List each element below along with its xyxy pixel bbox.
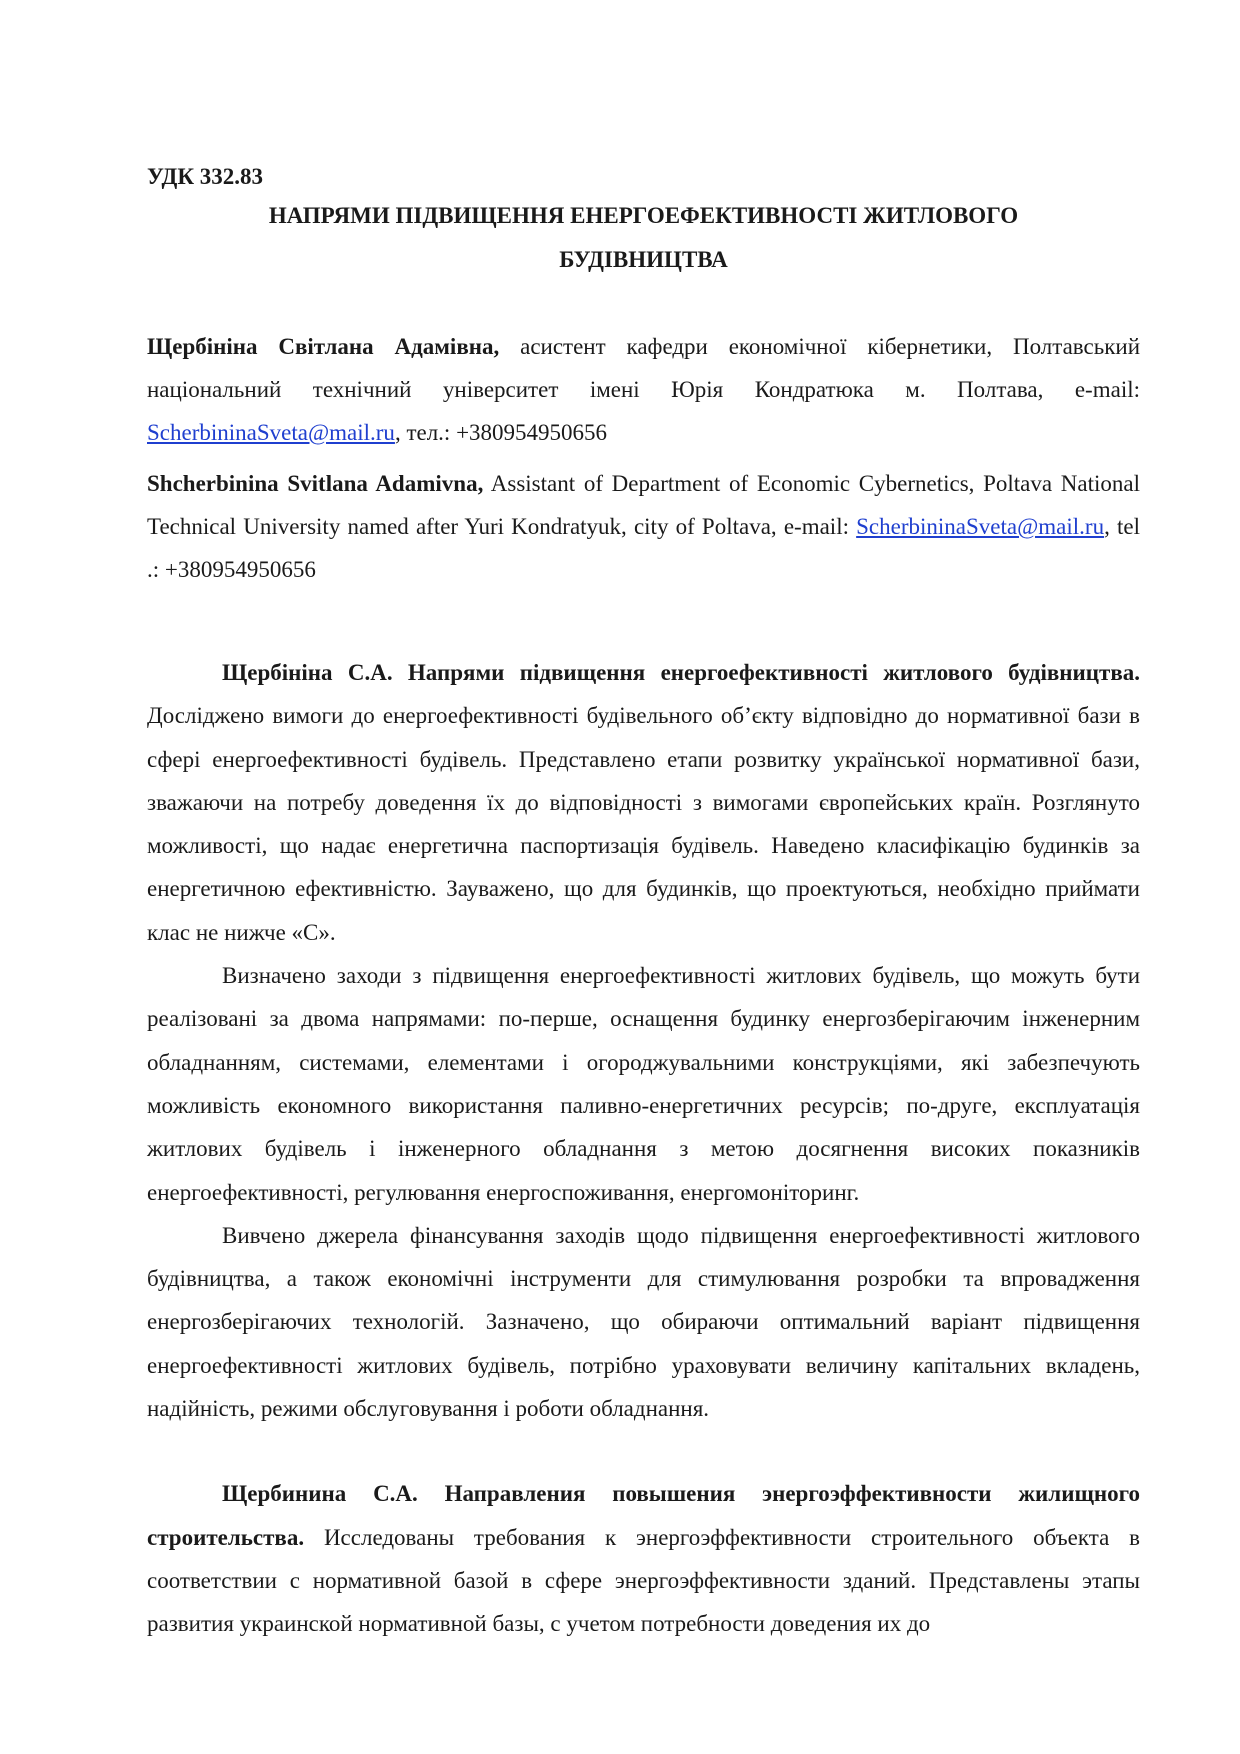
title-line-2: БУДІВНИЦТВА [559,247,728,272]
author-name-ua: Щербініна Світлана Адамівна, [147,334,500,359]
email-link-ua[interactable]: ScherbininaSveta@mail.ru [147,420,395,445]
author-details-ua: асистент кафедри економічної кібернетики, Полтавський національний технічний університет імені Юрія Кондратюка м. Полтава, e-mail: [147,334,1140,402]
abstract-ua-text-1: Досліджено вимоги до енергоефективності будівельного об’єкту відповідно до нормативної бази в сфері енергоефективності будівель. Представлено етапи розвитку української нормативної бази, зважаючи на потребу доведення їх до відповідності з вимогами європейських країн. Розглянуто можливості, що надає енергетична паспортизація будівель. Наведено класифікацію будинків за енергетичною ефективністю. Зауважено, що для будинків, що проектуються, необхідно приймати клас не нижче «С». [147,703,1140,945]
abstract-ua-paragraph-2: Визначено заходи з підвищення енергоефективності житлових будівель, що можуть бути реалізовані за двома напрямами: по-перше, оснащення будинку енергозберігаючим інженерним обладнанням, системами, елементами і огороджувальними конструкціями, які забезпечують можливість економного використання паливно-енергетичних ресурсів; по-друге, експлуатація житлових будівель і інженерного обладнання з метою досягнення високих показників енергоефективності, регулювання енергоспоживання, енергомоніторинг. [147,963,1140,1205]
author-info-ua [147,325,1140,454]
abstract-ua-paragraph-1 [147,651,1140,954]
author-name-en: Shcherbinina Svitlana Adamivna, [147,471,484,496]
author-phone-ua: , тел.: +380954950656 [394,420,608,445]
author-info-en [147,462,1140,591]
abstract-ua-lead: Щербініна С.А. Напрями підвищення енергоефективності житлового будівництва. [222,660,1140,685]
author-phone-en: , tel .: +380954950656 [147,514,1140,582]
abstract-ru-text-1: Исследованы требования к энергоэффективности строительного объекта в соответствии с нормативной базой в сфере энергоэффективности зданий. Представлены этапы развития украинской нормативной базы, с учетом потребности доведения их до [147,1524,1140,1637]
abstract-ru-paragraph-1 [147,1472,1140,1645]
abstract-ua-paragraph-3: Вивчено джерела фінансування заходів щодо підвищення енергоефективності житлового будівництва, а також економічні інструменти для стимулювання розробки та впровадження енергозберігаючих технологій. Зазначено, що обираючи оптимальний варіант підвищення енергоефективності житлових будівель, потрібно ураховувати величину капітальних вкладень, надійність, режими обслуговування і роботи обладнання. [147,1222,1140,1422]
udk-code: УДК 332.83 [147,164,264,189]
author-details-en: Assistant of Department of Economic Cybernetics, Poltava National Technical University named after Yuri Kondratyuk, city of Poltava, e-mail: [147,471,1140,539]
document-content [147,160,1140,1646]
title-line-1: НАПРЯМИ ПІДВИЩЕННЯ ЕНЕРГОЕФЕКТИВНОСТІ ЖИТЛОВОГО [268,203,1019,228]
email-link-en[interactable]: ScherbininaSveta@mail.ru [856,514,1105,539]
abstract-ru-lead: Щербинина С.А. Направления повышения энергоэффективности жилищного строительства. [147,1481,1140,1550]
